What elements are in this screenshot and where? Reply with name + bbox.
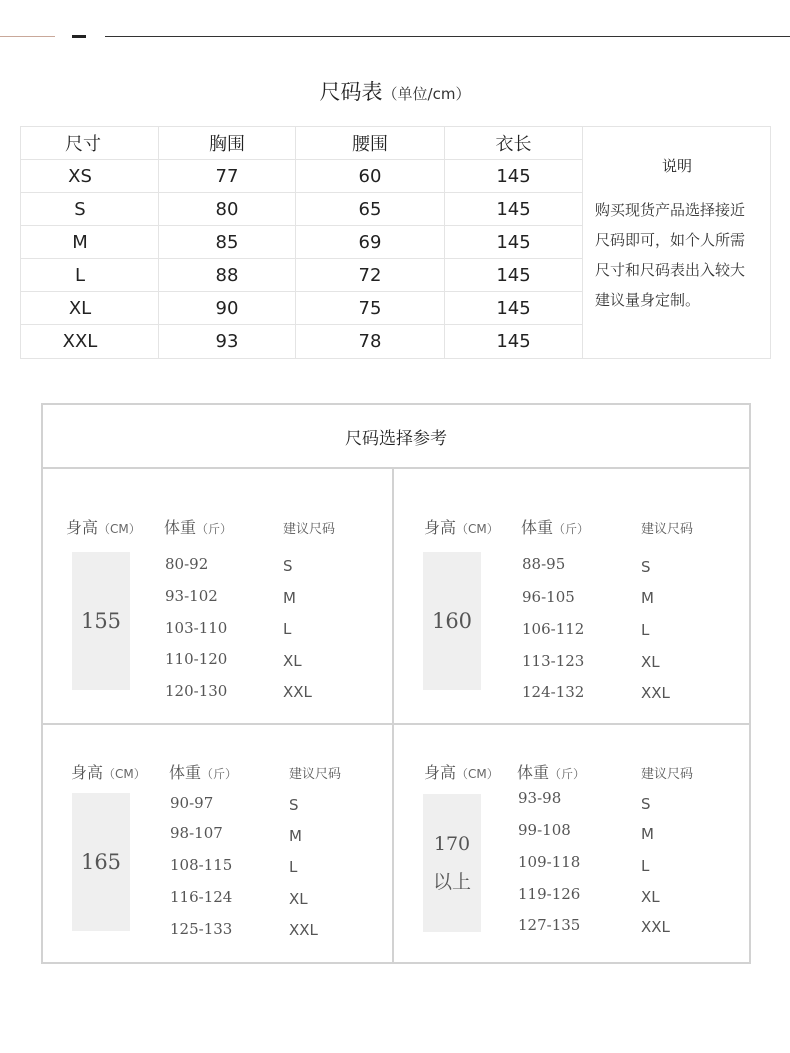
- height-unit: （CM）: [456, 522, 499, 536]
- table-cell: 77: [159, 160, 296, 193]
- weight-label: 体重: [164, 518, 197, 537]
- weight-header: [169, 760, 237, 783]
- weight-range: 96-105: [522, 588, 575, 606]
- table-cell: 90: [159, 292, 296, 325]
- table-cell-spacer: [139, 193, 159, 226]
- note-line: 购买现货产品选择接近: [595, 201, 746, 219]
- table-cell: 145: [445, 160, 583, 193]
- weight-unit: （斤）: [549, 767, 586, 781]
- size-header: 建议尺码: [289, 767, 342, 782]
- weight-label: 体重: [169, 763, 202, 782]
- table-cell: XS: [21, 160, 139, 193]
- height-value-box: [423, 794, 481, 932]
- weight-header: [164, 515, 232, 538]
- size-header: 建议尺码: [641, 767, 694, 782]
- weight-range: 103-110: [165, 619, 228, 637]
- size-note: [583, 127, 771, 358]
- table-cell: 65: [296, 193, 445, 226]
- title-unit: （单位/cm）: [382, 85, 471, 103]
- note-text: [595, 195, 761, 315]
- size-header: 建议尺码: [283, 522, 336, 537]
- weight-range: 98-107: [170, 824, 223, 842]
- height-label: 身高: [66, 518, 99, 537]
- note-line: 尺寸和尺码表出入较大: [595, 261, 746, 279]
- weight-unit: （斤）: [201, 767, 238, 781]
- weight-range: 106-112: [522, 620, 585, 638]
- weight-range: 116-124: [170, 888, 233, 906]
- weight-unit: （斤）: [553, 522, 590, 536]
- recommended-size: XL: [283, 652, 302, 670]
- table-cell: M: [21, 226, 139, 259]
- recommended-size: XL: [289, 890, 308, 908]
- note-title: 说明: [661, 157, 692, 175]
- height-label: 身高: [424, 518, 457, 537]
- recommended-size: S: [641, 795, 651, 813]
- weight-range: 125-133: [170, 920, 233, 938]
- table-cell: 145: [445, 226, 583, 259]
- table-cell: 85: [159, 226, 296, 259]
- weight-range: 93-98: [518, 789, 562, 807]
- table-cell: 60: [296, 160, 445, 193]
- size-reference-box: [41, 403, 751, 964]
- recommended-size: L: [641, 857, 650, 875]
- table-cell: 69: [296, 226, 445, 259]
- top-decor-line-left: [0, 36, 55, 37]
- weight-range: 110-120: [165, 650, 228, 668]
- table-cell: 75: [296, 292, 445, 325]
- table-cell-spacer: [139, 226, 159, 259]
- table-header-cell: 衣长: [445, 127, 583, 160]
- height-header: [71, 760, 146, 783]
- recommended-size: L: [283, 620, 292, 638]
- weight-range: 99-108: [518, 821, 571, 839]
- height-value: 160: [431, 609, 473, 633]
- table-cell-spacer: [139, 160, 159, 193]
- recommended-size: XXL: [289, 921, 318, 939]
- table-cell: S: [21, 193, 139, 226]
- weight-label: 体重: [521, 518, 554, 537]
- height-label: 身高: [424, 763, 457, 782]
- reference-title: 尺码选择参考: [43, 405, 749, 469]
- reference-group-2: [43, 725, 392, 981]
- height-unit: （CM）: [456, 767, 499, 781]
- table-cell-spacer: [139, 259, 159, 292]
- table-cell: 78: [296, 325, 445, 358]
- reference-group-0: [43, 467, 392, 723]
- recommended-size: S: [283, 557, 293, 575]
- height-header: [424, 515, 499, 538]
- weight-range: 113-123: [522, 652, 585, 670]
- weight-range: 108-115: [170, 856, 233, 874]
- height-value-box: [423, 552, 481, 690]
- height-value: 以上: [432, 871, 471, 893]
- recommended-size: M: [289, 827, 302, 845]
- height-value: 155: [80, 609, 122, 633]
- reference-group-1: [394, 467, 743, 723]
- weight-label: 体重: [517, 763, 550, 782]
- height-unit: （CM）: [103, 767, 146, 781]
- recommended-size: XXL: [641, 918, 670, 936]
- size-header: 建议尺码: [641, 522, 694, 537]
- height-value: 165: [80, 850, 122, 874]
- table-cell: L: [21, 259, 139, 292]
- page-title: [0, 76, 790, 106]
- height-value-box: [72, 793, 130, 931]
- table-cell: 145: [445, 259, 583, 292]
- weight-range: 90-97: [170, 794, 214, 812]
- height-unit: （CM）: [98, 522, 141, 536]
- table-cell: 80: [159, 193, 296, 226]
- size-table: [20, 126, 771, 359]
- table-cell: 145: [445, 325, 583, 358]
- table-cell: 93: [159, 325, 296, 358]
- weight-range: 80-92: [165, 555, 209, 573]
- table-cell: 145: [445, 292, 583, 325]
- recommended-size: L: [289, 858, 298, 876]
- table-cell: 88: [159, 259, 296, 292]
- weight-range: 120-130: [165, 682, 228, 700]
- height-header: [66, 515, 141, 538]
- recommended-size: M: [641, 589, 654, 607]
- top-decor-line-right: [105, 36, 790, 37]
- note-line: 尺码即可，如个人所需: [595, 231, 746, 249]
- recommended-size: L: [641, 621, 650, 639]
- weight-header: [517, 760, 585, 783]
- weight-range: 93-102: [165, 587, 218, 605]
- recommended-size: XL: [641, 888, 660, 906]
- weight-unit: （斤）: [196, 522, 233, 536]
- table-cell-spacer: [139, 292, 159, 325]
- table-cell: XL: [21, 292, 139, 325]
- table-cell: 72: [296, 259, 445, 292]
- title-main: 尺码表: [319, 80, 383, 104]
- recommended-size: XXL: [283, 683, 312, 701]
- table-header-cell: 腰围: [296, 127, 445, 160]
- height-header: [424, 760, 499, 783]
- weight-range: 127-135: [518, 916, 581, 934]
- reference-group-3: [394, 725, 743, 981]
- top-decor-dash: [72, 35, 86, 38]
- weight-header: [521, 515, 589, 538]
- height-value-box: [72, 552, 130, 690]
- recommended-size: S: [641, 558, 651, 576]
- table-cell: 145: [445, 193, 583, 226]
- note-line: 建议量身定制。: [595, 291, 701, 309]
- recommended-size: XXL: [641, 684, 670, 702]
- table-header-cell: 胸围: [159, 127, 296, 160]
- height-value: 170: [433, 833, 471, 855]
- recommended-size: M: [283, 589, 296, 607]
- recommended-size: S: [289, 796, 299, 814]
- weight-range: 109-118: [518, 853, 581, 871]
- recommended-size: M: [641, 825, 654, 843]
- table-cell-spacer: [139, 325, 159, 358]
- recommended-size: XL: [641, 653, 660, 671]
- table-header-cell: 尺寸: [21, 127, 159, 160]
- weight-range: 124-132: [522, 683, 585, 701]
- weight-range: 88-95: [522, 555, 566, 573]
- table-cell: XXL: [62, 331, 98, 352]
- height-label: 身高: [71, 763, 104, 782]
- weight-range: 119-126: [518, 885, 581, 903]
